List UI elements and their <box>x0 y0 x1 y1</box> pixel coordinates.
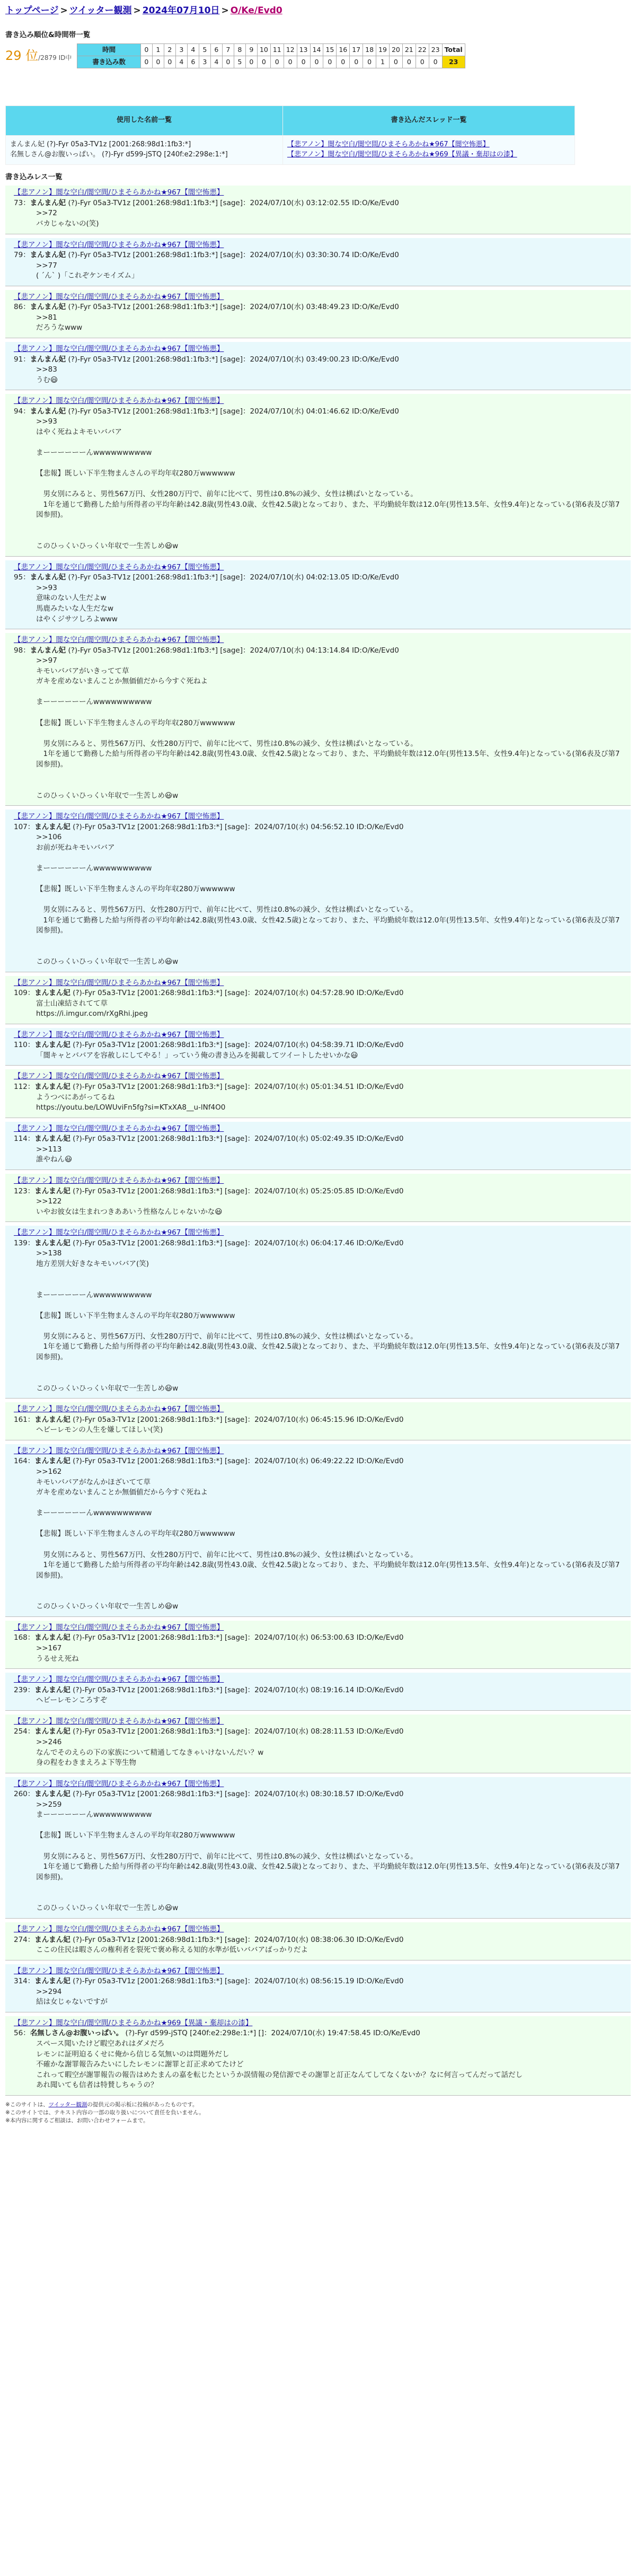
post-thread-link[interactable]: 【悲アノン】闇な空白/闇空間/ひまそらあかね★967【闇空怖悪】 <box>14 1779 224 1788</box>
post-header <box>14 1685 622 1696</box>
post-thread-link[interactable]: 【悲アノン】闇な空白/闇空間/ひまそらあかね★967【闇空怖悪】 <box>14 1446 224 1455</box>
post-date: [sage]：2024/07/10(水) 04:13:14.84 ID:O/Ke/Evd0 <box>220 646 399 655</box>
post-item <box>5 1069 631 1118</box>
post-number: 91 <box>14 355 23 364</box>
names-column-header: 使用した名前一覧 <box>6 106 283 136</box>
post-separator: ： <box>27 1186 35 1195</box>
post-separator: ： <box>27 1633 35 1642</box>
post-separator: ： <box>27 1727 35 1736</box>
post-body: >>122 いやお彼女は生まれつきああいう性格なんじゃないかな😃 <box>36 1197 223 1216</box>
count-cell: 0 <box>245 56 257 68</box>
post-item <box>5 1122 631 1170</box>
post-thread-link[interactable]: 【悲アノン】闇な空白/闇空間/ひまそらあかね★967【闇空怖悪】 <box>14 1966 224 1975</box>
hour-cell: 19 <box>376 44 390 56</box>
post-number: 95 <box>14 573 23 582</box>
post-id: (?)-Fyr 05a3-TV1z [2001:268:98d1:1fb3:*] <box>73 1727 223 1736</box>
post-separator: ： <box>27 1083 35 1092</box>
post-number: 107 <box>14 822 28 831</box>
post-id: (?)-Fyr 05a3-TV1z [2001:268:98d1:1fb3:*] <box>73 989 223 998</box>
post-id: (?)-Fyr 05a3-TV1z [2001:268:98d1:1fb3:*] <box>68 198 218 207</box>
post-number: 314 <box>14 1977 28 1986</box>
names-list <box>6 136 283 165</box>
hour-cell: 10 <box>257 44 270 56</box>
hour-cell: 0 <box>140 44 152 56</box>
post-body: >>77 ( ´ん` )「これぞケンモイズム」 <box>36 261 139 280</box>
post-separator: ： <box>23 198 30 207</box>
hour-cell: 17 <box>350 44 363 56</box>
name-entry: まんまん妃 (?)-Fyr 05a3-TV1z [2001:268:98d1:1fb3:*] <box>10 140 191 149</box>
post-item <box>5 1444 631 1617</box>
post-number: 94 <box>14 407 23 416</box>
post-separator: ： <box>23 251 30 260</box>
breadcrumb-date-link[interactable]: 2024年07月10日 <box>142 5 220 16</box>
post-separator: ： <box>27 1238 35 1247</box>
count-cell: 4 <box>175 56 187 68</box>
post-header <box>14 1134 622 1145</box>
post-separator: ： <box>27 822 35 831</box>
footer <box>5 2101 631 2125</box>
post-thread-link[interactable]: 【悲アノン】闇な空白/闇空間/ひまそらあかね★967【闇空怖悪】 <box>14 345 224 354</box>
post-id: (?)-Fyr 05a3-TV1z [2001:268:98d1:1fb3:*] <box>73 1135 223 1144</box>
post-header <box>14 198 622 209</box>
post-item <box>5 186 631 234</box>
post-id: (?)-Fyr d599-jSTQ [240f:e2:298e:1:*] <box>125 2029 257 2038</box>
post-date: [sage]：2024/07/10(水) 03:49:00.23 ID:O/Ke/Evd0 <box>220 355 399 364</box>
post-author: まんまん妃 <box>30 573 66 582</box>
hourly-post-table <box>77 43 465 68</box>
hour-cell: 20 <box>389 44 402 56</box>
post-thread-link[interactable]: 【悲アノン】闇な空白/闇空間/ひまそらあかね★967【闇空怖悪】 <box>14 1623 224 1632</box>
post-number: 114 <box>14 1135 28 1144</box>
footer-text: ※このサイトは、 <box>5 2101 49 2108</box>
post-number: 56 <box>14 2029 23 2038</box>
post-body: >>93 はやく死ねよキモいババア まーーーーーーんwwwwwwwwww 【悲報】既しい下半生物まんさんの平均年収280万wwwwww 男女別にみると、男性567万円、女性280万円で、前年に比べて、男性は0.8%の減少、女性は横ばいとなっている。 1年を通じて勤務した給与所得者の平均年齢は42.8歳(男性43.0歳、女性42.5歳)となっており、また、平均勤続年数は12.0年(男性13.5年、女性9.4年)となっている(第6表及び第7図参照)。 このひっくいひっくい年収で一生苦しめ😃w <box>36 417 620 551</box>
post-header <box>14 1633 622 1643</box>
post-date: [sage]：2024/07/10(水) 08:28:11.53 ID:O/Ke/Evd0 <box>224 1727 404 1736</box>
rank-position: 29 位 <box>5 48 39 64</box>
post-body: >>259 まーーーーーーんwwwwwwwwww 【悲報】既しい下半生物まんさんの平均年収280万wwwwww 男女別にみると、男性567万円、女性280万円で、前年に比べて、男性は0.8%の減少、女性は横ばいとなっている。 1年を通じて勤務した給与所得者の平均年齢は42.8歳(男性43.0歳、女性42.5歳)となっており、また、平均勤続年数は12.0年(男性13.5年、女性9.4年)となっている(第6表及び第7図参照)。 このひっくいひっくい年収で一生苦しめ😃w <box>36 1800 620 1913</box>
post-date: [sage]：2024/07/10(水) 08:38:06.30 ID:O/Ke/Evd0 <box>224 1935 404 1944</box>
count-cell: 0 <box>402 56 416 68</box>
post-date: [sage]：2024/07/10(水) 08:19:16.14 ID:O/Ke/Evd0 <box>224 1685 404 1694</box>
hour-cell: 13 <box>297 44 310 56</box>
post-header <box>14 646 622 656</box>
post-author: まんまん妃 <box>34 1186 70 1195</box>
names-threads-table <box>5 105 575 165</box>
post-id: (?)-Fyr 05a3-TV1z [2001:268:98d1:1fb3:*] <box>73 1041 223 1050</box>
post-number: 98 <box>14 646 23 655</box>
post-body: ヘビーレモンころすぞ <box>36 1696 108 1705</box>
post-number: 123 <box>14 1186 28 1195</box>
post-body: >>294 結は女じゃないですが <box>36 1987 108 2007</box>
post-number: 110 <box>14 1041 28 1050</box>
post-thread-link[interactable]: 【悲アノン】闇な空白/闇空間/ひまそらあかね★967【闇空怖悪】 <box>14 978 224 987</box>
post-thread-link[interactable]: 【悲アノン】闇な空白/闇空間/ひまそらあかね★967【闇空怖悪】 <box>14 562 224 572</box>
post-header <box>14 355 622 365</box>
post-id: (?)-Fyr 05a3-TV1z [2001:268:98d1:1fb3:*] <box>68 251 218 260</box>
post-id: (?)-Fyr 05a3-TV1z [2001:268:98d1:1fb3:*] <box>68 355 218 364</box>
hour-cell: 12 <box>284 44 297 56</box>
post-item <box>5 238 631 286</box>
post-separator: ： <box>27 1685 35 1694</box>
count-cell: 0 <box>270 56 284 68</box>
post-number: 239 <box>14 1685 28 1694</box>
post-author: まんまん妃 <box>34 1727 70 1736</box>
post-body: >>93 意味のない人生だよw 馬鹿みたいな人生だなw はやくジサツしろよwww <box>36 583 118 623</box>
post-body: >>72 バカじゃないの(笑) <box>36 209 99 228</box>
rank-display <box>5 47 72 65</box>
breadcrumb-current-id[interactable]: O/Ke/Evd0 <box>230 5 282 16</box>
post-item <box>5 342 631 390</box>
post-header <box>14 1976 622 1987</box>
post-number: 168 <box>14 1633 28 1642</box>
breadcrumb-top-link[interactable]: トップページ <box>5 5 59 16</box>
history-section-title: 書き込み順位&時間帯一覧 <box>5 30 91 39</box>
post-thread-link[interactable]: 【悲アノン】闇な空白/闇空間/ひまそらあかね★967【闇空怖悪】 <box>14 1176 224 1185</box>
post-separator: ： <box>27 1790 35 1799</box>
hour-cell: 1 <box>152 44 164 56</box>
post-body: ここの住民は暇さんの権利者を裂死で褒め称える知的水準が低いババアばっかりだよ <box>36 1946 308 1955</box>
post-thread-link[interactable]: 【悲アノン】闇な空白/闇空間/ひまそらあかね★967【闇空怖悪】 <box>14 1030 224 1039</box>
post-author: まんまん妃 <box>34 1135 70 1144</box>
post-separator: ： <box>23 303 30 312</box>
post-body: >>167 うるせえ死ね <box>36 1644 79 1663</box>
post-number: 73 <box>14 198 23 207</box>
hour-cell: 7 <box>222 44 234 56</box>
post-item <box>5 1715 631 1773</box>
post-header <box>14 1186 622 1197</box>
post-item <box>5 1174 631 1222</box>
post-body: >>138 地方差別大好きなキモいババア(笑) まーーーーーーんwwwwwwwwww 【悲報】既しい下半生物まんさんの平均年収280万wwwwww 男女別にみると、男性567万円、女性280万円で、前年に比べて、男性は0.8%の減少、女性は横ばいとなっている。 1年を通じて勤務した給与所得者の平均年齢は42.8歳(男性43.0歳、女性42.5歳)となっており、また、平均勤続年数は12.0年(男性13.5年、女性9.4年)となっている(第6表及び第7図参照)。 このひっくいひっくい年収で一生苦しめ😃w <box>36 1249 620 1393</box>
post-body: >>246 なんでそのえらの下の家族について精通してなきゃいけないんだい？w 身の程をわきまえろよ下等生物 <box>36 1737 264 1768</box>
post-thread-link[interactable]: 【悲アノン】闇な空白/闇空間/ひまそらあかね★967【闇空怖悪】 <box>14 1675 224 1684</box>
post-id: (?)-Fyr 05a3-TV1z [2001:268:98d1:1fb3:*] <box>68 646 218 655</box>
breadcrumb-separator: > <box>60 5 68 16</box>
hour-cell: 22 <box>416 44 429 56</box>
post-thread-link[interactable]: 【悲アノン】闇な空白/闇空間/ひまそらあかね★969【異議・棄却はの漆】 <box>14 2018 253 2027</box>
post-body: >>162 キモいババアがなんかほざいてて草 ガキを産めないまんことか無価値だから今すぐ死ねよ まーーーーーーんwwwwwwwwww 【悲報】既しい下半生物まんさんの平均年収280万wwwwww 男女別にみると、男性567万円、女性280万円で、前年に比べて、男性は0.8%の減少、女性は横ばいとなっている。 1年を通じて勤務した給与所得者の平均年齢は42.8歳(男性43.0歳、女性42.5歳)となっており、また、平均勤続年数は12.0年(男性13.5年、女性9.4年)となっている(第6表及び第7図参照)。 このひっくいひっくい年収で一生苦しめ😃w <box>36 1467 620 1611</box>
post-number: 79 <box>14 251 23 260</box>
post-thread-link[interactable]: 【悲アノン】闇な空白/闇空間/ひまそらあかね★967【闇空怖悪】 <box>14 1405 224 1414</box>
post-date: [sage]：2024/07/10(水) 04:02:13.05 ID:O/Ke/Evd0 <box>220 573 399 582</box>
thread-link[interactable]: 【悲アノン】闇な空白/闇空間/ひまそらあかね★969【異議・棄却はの漆】 <box>287 150 517 159</box>
post-body: 富士山凍結されてて草 https://i.imgur.com/rXgRhi.jpeg <box>36 999 148 1018</box>
post-author: まんまん妃 <box>34 989 70 998</box>
counts-row <box>77 56 465 68</box>
hour-cell: 16 <box>337 44 350 56</box>
post-author: まんまん妃 <box>30 303 66 312</box>
post-author: まんまん妃 <box>30 198 66 207</box>
post-number: 139 <box>14 1238 28 1247</box>
count-cell: 4 <box>210 56 222 68</box>
posts-list <box>5 186 631 2096</box>
post-date: [sage]：2024/07/10(水) 06:04:17.46 ID:O/Ke/Evd0 <box>224 1238 404 1247</box>
count-cell: 0 <box>389 56 402 68</box>
count-cell: 0 <box>350 56 363 68</box>
post-number: 112 <box>14 1083 28 1092</box>
post-number: 260 <box>14 1790 28 1799</box>
post-thread-link[interactable]: 【悲アノン】闇な空白/闇空間/ひまそらあかね★967【闇空怖悪】 <box>14 188 224 197</box>
post-author: まんまん妃 <box>30 355 66 364</box>
post-number: 274 <box>14 1935 28 1944</box>
breadcrumb-separator: > <box>133 5 141 16</box>
post-number: 86 <box>14 303 23 312</box>
post-date: [sage]：2024/07/10(水) 03:30:30.74 ID:O/Ke/Evd0 <box>220 251 399 260</box>
post-separator: ： <box>23 646 30 655</box>
post-author: まんまん妃 <box>30 251 66 260</box>
post-thread-link[interactable]: 【悲アノン】闇な空白/闇空間/ひまそらあかね★967【闇空怖悪】 <box>14 1072 224 1081</box>
hour-cell: 2 <box>164 44 175 56</box>
post-thread-link[interactable]: 【悲アノン】闇な空白/闇空間/ひまそらあかね★967【闇空怖悪】 <box>14 1124 224 1133</box>
post-separator: ： <box>27 989 35 998</box>
post-header <box>14 988 622 999</box>
post-author: まんまん妃 <box>30 407 66 416</box>
post-header <box>14 1415 622 1426</box>
post-id: (?)-Fyr 05a3-TV1z [2001:268:98d1:1fb3:*] <box>68 303 218 312</box>
post-thread-link[interactable]: 【悲アノン】闇な空白/闇空間/ひまそらあかね★967【闇空怖悪】 <box>14 1717 224 1726</box>
count-cell: 0 <box>416 56 429 68</box>
post-author: 名無しさん@お腹いっぱい。 <box>30 2029 123 2038</box>
post-body: ヘビーレモンの人生を嫌してほしい(笑) <box>36 1426 163 1435</box>
post-body: >>113 誰やねん😃 <box>36 1145 73 1164</box>
post-body: ようつべにあがってるね https://youtu.be/LOWUviFn5fg?si=KTxXA8__u-lNf4O0 <box>36 1093 226 1112</box>
post-date: [sage]：2024/07/10(水) 04:01:46.62 ID:O/Ke/Evd0 <box>220 407 399 416</box>
post-item <box>5 1402 631 1440</box>
count-cell: 0 <box>429 56 442 68</box>
footer-text: の提供元の掲示板に投稿があったものです。 <box>87 2101 198 2108</box>
threads-column-header: 書き込んだスレッド一覧 <box>282 106 575 136</box>
count-cell: 0 <box>140 56 152 68</box>
post-id: (?)-Fyr 05a3-TV1z [2001:268:98d1:1fb3:*] <box>73 1186 223 1195</box>
count-cell: 6 <box>187 56 199 68</box>
post-thread-link[interactable]: 【悲アノン】闇な空白/闇空間/ひまそらあかね★967【闇空怖悪】 <box>14 636 224 645</box>
post-header <box>14 1082 622 1093</box>
post-thread-link[interactable]: 【悲アノン】闇な空白/闇空間/ひまそらあかね★967【闇空怖悪】 <box>14 1228 224 1237</box>
post-body: >>106 お前が死ねキモいババア まーーーーーーんwwwwwwwwww 【悲報】既しい下半生物まんさんの平均年収280万wwwwww 男女別にみると、男性567万円、女性280万円で、前年に比べて、男性は0.8%の減少、女性は横ばいとなっている。 1年を通じて勤務した給与所得者の平均年齢は42.8歳(男性43.0歳、女性42.5歳)となっており、また、平均勤続年数は12.0年(男性13.5年、女性9.4年)となっている(第6表及び第7図参照)。 このひっくいひっくい年収で一生苦しめ😃w <box>36 833 620 966</box>
count-cell: 0 <box>363 56 376 68</box>
post-date: [sage]：2024/07/10(水) 06:45:15.96 ID:O/Ke/Evd0 <box>224 1415 404 1424</box>
rank-total: /2879 ID中 <box>38 54 72 62</box>
post-thread-link[interactable]: 【悲アノン】闇な空白/闇空間/ひまそらあかね★967【闇空怖悪】 <box>14 292 224 301</box>
threads-list <box>282 136 575 165</box>
post-header <box>14 1238 622 1249</box>
hour-cell: 6 <box>210 44 222 56</box>
post-date: [sage]：2024/07/10(水) 04:57:28.90 ID:O/Ke/Evd0 <box>224 989 404 998</box>
post-item <box>5 1777 631 1919</box>
count-cell: 3 <box>199 56 210 68</box>
post-author: まんまん妃 <box>34 1633 70 1642</box>
hour-cell: 5 <box>199 44 210 56</box>
post-date: [sage]：2024/07/10(水) 06:49:22.22 ID:O/Ke/Evd0 <box>224 1457 404 1466</box>
post-header <box>14 1935 622 1946</box>
post-header <box>14 2028 622 2039</box>
post-author: まんまん妃 <box>34 1457 70 1466</box>
count-cell: 0 <box>337 56 350 68</box>
count-cell: 0 <box>284 56 297 68</box>
count-cell: 1 <box>376 56 390 68</box>
count-header: 書き込み数 <box>77 56 141 68</box>
post-author: まんまん妃 <box>34 1238 70 1247</box>
breadcrumb-separator: > <box>221 5 229 16</box>
post-number: 164 <box>14 1457 28 1466</box>
post-header <box>14 1789 622 1800</box>
post-separator: ： <box>23 355 30 364</box>
total-header: Total <box>442 44 465 56</box>
post-header <box>14 822 622 833</box>
post-date: [sage]：2024/07/10(水) 08:56:15.19 ID:O/Ke/Evd0 <box>224 1977 404 1986</box>
post-author: まんまん妃 <box>34 822 70 831</box>
post-id: (?)-Fyr 05a3-TV1z [2001:268:98d1:1fb3:*] <box>73 1977 223 1986</box>
hour-cell: 8 <box>234 44 245 56</box>
post-separator: ： <box>23 2029 30 2038</box>
thread-link[interactable]: 【悲アノン】闇な空白/闇空間/ひまそらあかね★967【闇空怖悪】 <box>287 140 490 149</box>
post-id: (?)-Fyr 05a3-TV1z [2001:268:98d1:1fb3:*] <box>73 1633 223 1642</box>
post-item <box>5 1226 631 1399</box>
count-cell: 0 <box>222 56 234 68</box>
post-separator: ： <box>27 1977 35 1986</box>
footer-text: ※このサイトでは、テキスト内容の一部の取り扱いについて責任を負いません。 <box>5 2109 205 2116</box>
post-thread-link[interactable]: 【悲アノン】闇な空白/闇空間/ひまそらあかね★967【闇空怖悪】 <box>14 1924 224 1933</box>
post-body: >>83 うむ😃 <box>36 365 58 384</box>
post-date: [sage]：2024/07/10(水) 08:30:18.57 ID:O/Ke/Evd0 <box>224 1790 404 1799</box>
footer-text: ※本内容に関するご相談は、お問い合わせフォームまで。 <box>5 2117 149 2124</box>
post-body: >>97 キモいババアがいきってて草 ガキを産めないまんことか無価値だから今すぐ死ねよ まーーーーーーんwwwwwwwwww 【悲報】既しい下半生物まんさんの平均年収280万wwwwww 男女別にみると、男性567万円、女性280万円で、前年に比べて、男性は0.8%の減少、女性は横ばいとなっている。 1年を通じて勤務した給与所得者の平均年齢は42.8歳(男性43.0歳、女性42.5歳)となっており、また、平均勤続年数は12.0年(男性13.5年、女性9.4年)となっている(第6表及び第7図参照)。 このひっくいひっくい年収で一生苦しめ😃w <box>36 656 620 800</box>
post-body: スペース聞いたけど暇空あれはダメだろ レモンに証明迫るくせに俺から信じる気無いのは問題外だし 不確かな謝罪報告みたいにしたレモンに謝罪と訂正求めてたけど これって暇空が謝罪報告の報告はめたまんの嘉を転じたというか誤情報の発信源でその謝罪と訂正なんてしてなくないか？なに何言ってんだって話だし あれ聞いても信者は特賛しちゃうの？ <box>36 2039 523 2090</box>
post-author: まんまん妃 <box>34 1041 70 1050</box>
post-separator: ： <box>23 573 30 582</box>
count-cell: 0 <box>152 56 164 68</box>
post-separator: ： <box>27 1935 35 1944</box>
post-author: まんまん妃 <box>30 646 66 655</box>
post-id: (?)-Fyr 05a3-TV1z [2001:268:98d1:1fb3:*] <box>73 1415 223 1424</box>
post-author: まんまん妃 <box>34 1935 70 1944</box>
post-id: (?)-Fyr 05a3-TV1z [2001:268:98d1:1fb3:*] <box>73 1790 223 1799</box>
time-header: 時間 <box>77 44 141 56</box>
post-id: (?)-Fyr 05a3-TV1z [2001:268:98d1:1fb3:*] <box>73 822 223 831</box>
count-cell: 0 <box>164 56 175 68</box>
post-author: まんまん妃 <box>34 1685 70 1694</box>
post-header <box>14 302 622 313</box>
post-header <box>14 1456 622 1467</box>
post-separator: ： <box>27 1415 35 1424</box>
count-cell: 0 <box>323 56 337 68</box>
post-thread-link[interactable]: 【悲アノン】闇な空白/闇空間/ひまそらあかね★967【闇空怖悪】 <box>14 240 224 249</box>
name-entry: 名無しさん@お腹いっぱい。 (?)-Fyr d599-jSTQ [240f:e2:298e:1:*] <box>10 150 228 159</box>
hour-cell: 4 <box>187 44 199 56</box>
post-id: (?)-Fyr 05a3-TV1z [2001:268:98d1:1fb3:*] <box>73 1238 223 1247</box>
post-separator: ： <box>23 407 30 416</box>
hour-cell: 15 <box>323 44 337 56</box>
count-cell: 5 <box>234 56 245 68</box>
rank-history-panel <box>5 43 631 68</box>
hours-row <box>77 44 465 56</box>
post-header <box>14 1727 622 1737</box>
breadcrumb-twitter-link[interactable]: ツイッター観測 <box>69 5 132 16</box>
post-item <box>5 1922 631 1960</box>
post-item <box>5 1964 631 2012</box>
post-date: [sage]：2024/07/10(水) 04:58:39.71 ID:O/Ke/Evd0 <box>224 1041 404 1050</box>
post-item <box>5 2016 631 2096</box>
post-item <box>5 976 631 1024</box>
hour-cell: 21 <box>402 44 416 56</box>
post-number: 109 <box>14 989 28 998</box>
post-separator: ： <box>27 1457 35 1466</box>
post-id: (?)-Fyr 05a3-TV1z [2001:268:98d1:1fb3:*] <box>73 1083 223 1092</box>
post-date: [sage]：2024/07/10(水) 03:12:02.55 ID:O/Ke/Evd0 <box>220 198 399 207</box>
hour-cell: 11 <box>270 44 284 56</box>
post-separator: ： <box>27 1135 35 1144</box>
post-author: まんまん妃 <box>34 1977 70 1986</box>
post-date: []：2024/07/10(水) 19:47:58.45 ID:O/Ke/Evd0 <box>258 2029 420 2038</box>
post-item <box>5 633 631 806</box>
post-body: 「闇キャとババアを容赦しにしてやる！」っていう俺の書き込みを掲載してツイートしたせいかな😃 <box>36 1051 358 1060</box>
post-id: (?)-Fyr 05a3-TV1z [2001:268:98d1:1fb3:*] <box>68 407 218 416</box>
post-separator: ： <box>27 1041 35 1050</box>
post-id: (?)-Fyr 05a3-TV1z [2001:268:98d1:1fb3:*] <box>73 1457 223 1466</box>
count-cell: 0 <box>297 56 310 68</box>
count-cell: 0 <box>310 56 323 68</box>
post-date: [sage]：2024/07/10(水) 03:48:49.23 ID:O/Ke/Evd0 <box>220 303 399 312</box>
post-item <box>5 394 631 556</box>
hour-cell: 14 <box>310 44 323 56</box>
post-date: [sage]：2024/07/10(水) 04:56:52.10 ID:O/Ke/Evd0 <box>224 822 404 831</box>
post-date: [sage]：2024/07/10(水) 05:02:49.35 ID:O/Ke/Evd0 <box>224 1135 404 1144</box>
post-header <box>14 573 622 583</box>
post-item <box>5 1028 631 1066</box>
post-author: まんまん妃 <box>34 1415 70 1424</box>
post-id: (?)-Fyr 05a3-TV1z [2001:268:98d1:1fb3:*] <box>68 573 218 582</box>
post-header <box>14 407 622 417</box>
post-number: 254 <box>14 1727 28 1736</box>
post-body: >>81 だろうなwww <box>36 313 83 332</box>
post-item <box>5 290 631 338</box>
post-header <box>14 1040 622 1051</box>
post-author: まんまん妃 <box>34 1083 70 1092</box>
post-author: まんまん妃 <box>34 1790 70 1799</box>
hour-cell: 23 <box>429 44 442 56</box>
post-date: [sage]：2024/07/10(水) 05:01:34.51 ID:O/Ke/Evd0 <box>224 1083 404 1092</box>
post-item <box>5 810 631 972</box>
hour-cell: 9 <box>245 44 257 56</box>
post-item <box>5 1621 631 1669</box>
post-item <box>5 1673 631 1711</box>
total-count: 23 <box>442 56 465 68</box>
post-item <box>5 560 631 629</box>
count-cell: 0 <box>257 56 270 68</box>
post-id: (?)-Fyr 05a3-TV1z [2001:268:98d1:1fb3:*] <box>73 1685 223 1694</box>
post-thread-link[interactable]: 【悲アノン】闇な空白/闇空間/ひまそらあかね★967【闇空怖悪】 <box>14 397 224 406</box>
hour-cell: 3 <box>175 44 187 56</box>
post-number: 161 <box>14 1415 28 1424</box>
post-thread-link[interactable]: 【悲アノン】闇な空白/闇空間/ひまそらあかね★967【闇空怖悪】 <box>14 812 224 821</box>
posts-section-title: 書き込みレス一覧 <box>5 172 63 181</box>
footer-link[interactable]: ツイッター観測 <box>48 2101 87 2108</box>
post-id: (?)-Fyr 05a3-TV1z [2001:268:98d1:1fb3:*] <box>73 1935 223 1944</box>
breadcrumb <box>5 3 631 26</box>
hour-cell: 18 <box>363 44 376 56</box>
post-header <box>14 250 622 261</box>
post-date: [sage]：2024/07/10(水) 05:25:05.85 ID:O/Ke/Evd0 <box>224 1186 404 1195</box>
post-date: [sage]：2024/07/10(水) 06:53:00.63 ID:O/Ke/Evd0 <box>224 1633 404 1642</box>
